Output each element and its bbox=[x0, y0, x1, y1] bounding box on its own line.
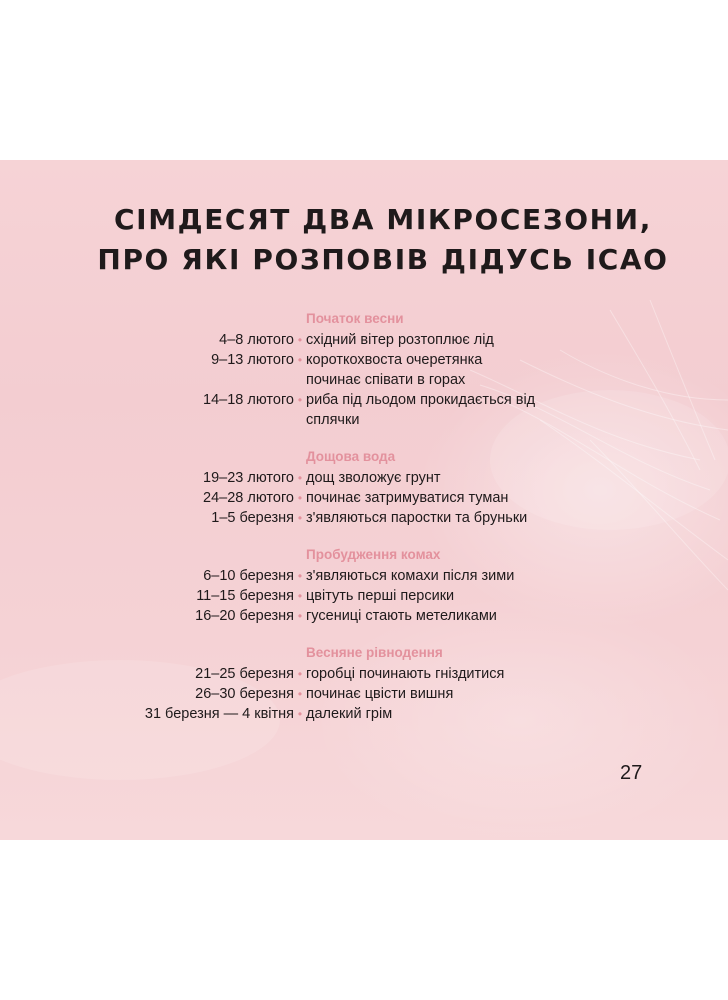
bullet-icon: • bbox=[297, 589, 303, 603]
bullet-icon: • bbox=[297, 353, 303, 367]
season-description: з'являються паростки та бруньки bbox=[306, 510, 528, 526]
schedule-row bbox=[0, 350, 728, 390]
schedule-row bbox=[0, 390, 728, 430]
page-title-line-1: СІМДЕСЯТ ДВА МІКРОСЕЗОНИ, bbox=[114, 203, 652, 236]
section-rain-water bbox=[0, 446, 728, 528]
bullet-icon: • bbox=[297, 471, 303, 485]
section-spring-equinox bbox=[0, 642, 728, 724]
section-insects-awaken bbox=[0, 544, 728, 626]
season-description: починає цвісти вишня bbox=[306, 686, 454, 702]
date-range: 4–8 лютого bbox=[219, 332, 294, 348]
book-page bbox=[0, 160, 728, 840]
season-description: гусениці стають метеликами bbox=[306, 608, 497, 624]
bullet-icon: • bbox=[297, 609, 303, 623]
schedule-row bbox=[0, 508, 728, 528]
schedule-row bbox=[0, 664, 728, 684]
section-title: Пробудження комах bbox=[306, 547, 441, 562]
schedule-row bbox=[0, 330, 728, 350]
season-description: східний вітер розтоплює лід bbox=[306, 332, 494, 348]
schedule-row bbox=[0, 704, 728, 724]
page-number: 27 bbox=[620, 762, 643, 784]
schedule-row bbox=[0, 606, 728, 626]
date-range: 31 березня — 4 квітня bbox=[144, 706, 294, 722]
season-description: цвітуть перші персики bbox=[306, 588, 455, 604]
date-range: 11–15 березня bbox=[196, 588, 294, 604]
season-description: з'являються комахи після зими bbox=[306, 568, 515, 584]
section-title: Початок весни bbox=[306, 311, 404, 326]
date-range: 19–23 лютого bbox=[203, 470, 294, 486]
section-title: Дощова вода bbox=[306, 449, 396, 464]
date-range: 1–5 березня bbox=[211, 510, 294, 526]
bullet-icon: • bbox=[297, 511, 303, 525]
bullet-icon: • bbox=[297, 569, 303, 583]
bullet-icon: • bbox=[297, 667, 303, 681]
date-range: 24–28 лютого bbox=[203, 490, 294, 506]
schedule-row bbox=[0, 586, 728, 606]
bullet-icon: • bbox=[297, 491, 303, 505]
season-description: риба під льодом прокидається від сплячки bbox=[306, 392, 536, 428]
date-range: 26–30 березня bbox=[195, 686, 294, 702]
bullet-icon: • bbox=[297, 707, 303, 721]
season-description: дощ зволожує грунт bbox=[306, 470, 441, 486]
schedule-row bbox=[0, 684, 728, 704]
season-description: короткохвоста очеретянка починає співати в горах bbox=[306, 352, 483, 388]
bullet-icon: • bbox=[297, 687, 303, 701]
schedule-row bbox=[0, 488, 728, 508]
season-description: починає затримуватися туман bbox=[306, 490, 509, 506]
bullet-icon: • bbox=[297, 393, 303, 407]
date-range: 6–10 березня bbox=[203, 568, 294, 584]
date-range: 14–18 лютого bbox=[203, 392, 294, 408]
date-range: 16–20 березня bbox=[195, 608, 294, 624]
season-description: далекий грім bbox=[306, 706, 393, 722]
page-title-line-2: ПРО ЯКІ РОЗПОВІВ ДІДУСЬ ІСАО bbox=[97, 243, 669, 276]
date-range: 21–25 березня bbox=[195, 666, 294, 682]
microseason-schedule bbox=[0, 308, 728, 740]
section-title: Весняне рівнодення bbox=[306, 645, 443, 660]
schedule-row bbox=[0, 468, 728, 488]
season-description: горобці починають гніздитися bbox=[306, 666, 505, 682]
schedule-row bbox=[0, 566, 728, 586]
date-range: 9–13 лютого bbox=[211, 352, 294, 368]
section-spring-begins bbox=[0, 308, 728, 430]
bullet-icon: • bbox=[297, 333, 303, 347]
